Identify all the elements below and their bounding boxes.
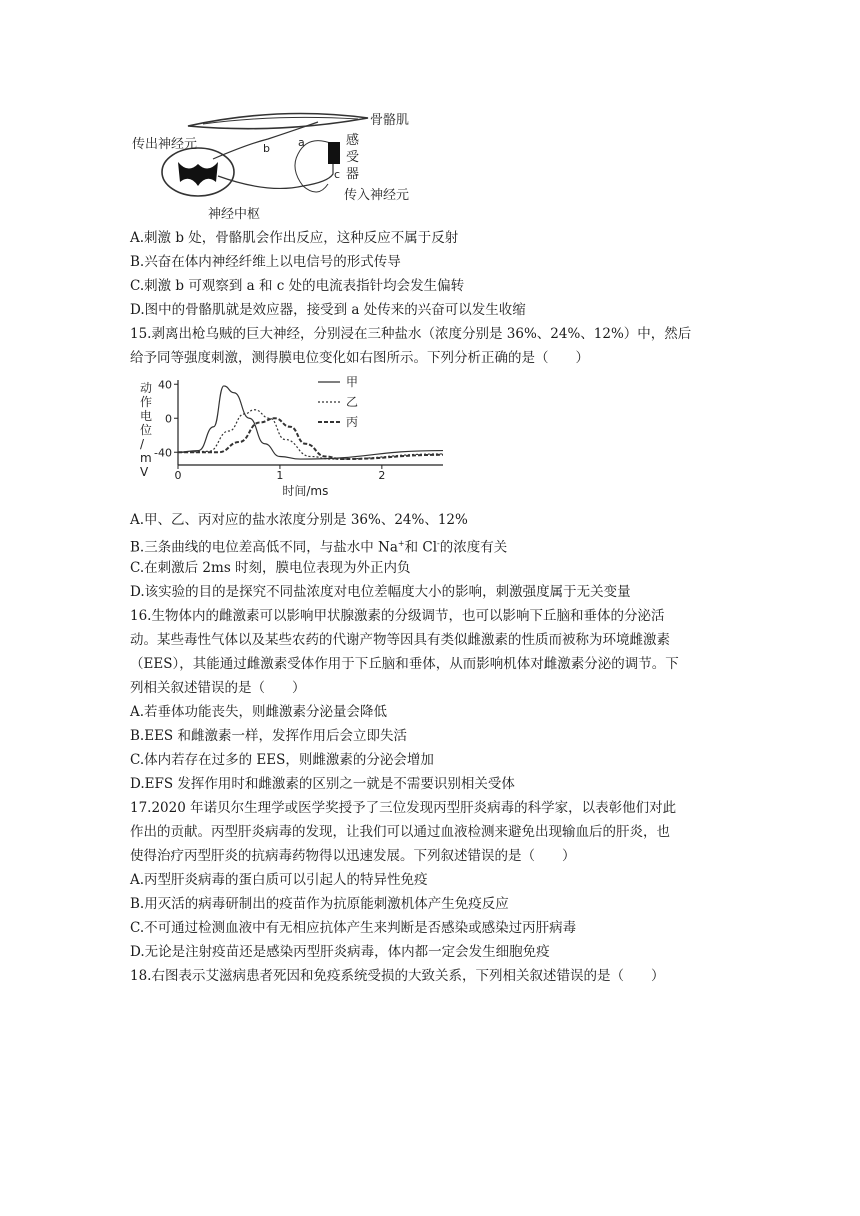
q16-stem-line3: （EES），其能通过雌激素受体作用于下丘脑和垂体，从而影响机体对雌激素分泌的调节。下 xyxy=(130,656,679,672)
legend-label-3: 丙 xyxy=(346,415,359,429)
nerve-center-label: 神经中枢 xyxy=(208,207,261,222)
q17-option-a: A.丙型肝炎病毒的蛋白质可以引起人的特异性免疫 xyxy=(130,872,428,888)
q15-stem-line2: 给予同等强度刺激，测得膜电位变化如右图所示。下列分析正确的是（ ） xyxy=(130,350,589,366)
action-potential-chart xyxy=(128,370,448,500)
y-tick-label: -40 xyxy=(154,446,172,460)
receptor-label-2: 受 xyxy=(346,150,360,165)
y-tick-label: 0 xyxy=(165,412,172,426)
q16-stem-line4: 列相关叙述错误的是（ ） xyxy=(130,680,306,696)
q14-option-b: B.兴奋在体内神经纤维上以电信号的形式传导 xyxy=(130,254,401,270)
legend-label-1: 甲 xyxy=(346,375,359,389)
skeletal-muscle-label: 骨骼肌 xyxy=(370,113,410,128)
q16-option-a: A.若垂体功能丧失，则雌激素分泌量会降低 xyxy=(130,704,388,720)
q16-stem-line2: 动。某些毒性气体以及某些农药的代谢产物等因具有类似雌激素的性质而被称为环境雌激素 xyxy=(130,632,670,648)
legend-label-2: 乙 xyxy=(346,395,359,409)
efferent-neuron-label: 传出神经元 xyxy=(132,137,198,152)
q18-stem-line1: 18.右图表示艾滋病患者死因和免疫系统受损的大致关系，下列相关叙述错误的是（ ） xyxy=(130,968,665,984)
q17-stem-line2: 作出的贡献。丙型肝炎病毒的发现，让我们可以通过血液检测来避免出现输血后的肝炎，也 xyxy=(130,824,670,840)
q15-option-a: A.甲、乙、丙对应的盐水浓度分别是 36%、24%、12% xyxy=(130,512,468,528)
point-c-label: c xyxy=(334,168,341,181)
q17-option-b: B.用灭活的病毒研制出的疫苗作为抗原能刺激机体产生免疫反应 xyxy=(130,896,509,912)
q15-option-b-sup2: - xyxy=(437,539,440,548)
q17-stem-line3: 使得治疗丙型肝炎的抗病毒药物得以迅速发展。下列叙述错误的是（ ） xyxy=(130,848,576,864)
q17-option-d: D.无论是注射疫苗还是感染丙型肝炎病毒，体内都一定会发生细胞免疫 xyxy=(130,944,550,960)
q14-option-d: D.图中的骨骼肌就是效应器，接受到 a 处传来的兴奋可以发生收缩 xyxy=(130,302,526,318)
q14-option-c: C.刺激 b 可观察到 a 和 c 处的电流表指针均会发生偏转 xyxy=(130,278,465,294)
afferent-neuron-label: 传入神经元 xyxy=(344,188,410,203)
q15-option-b-sup1: + xyxy=(397,539,405,548)
y-axis-label: 动作电位/ m V xyxy=(140,381,153,479)
q15-stem-line1: 15.剥离出枪乌贼的巨大神经，分别浸在三种盐水（浓度分别是 36%、24%、12%）中，然后 xyxy=(130,326,692,342)
receptor-label-1: 感 xyxy=(346,133,360,148)
q17-option-c: C.不可通过检测血液中有无相应抗体产生来判断是否感染或感染过丙肝病毒 xyxy=(130,920,577,936)
q15-option-b-text: B.三条曲线的电位差高低不同，与盐水中 Na xyxy=(130,539,398,556)
x-axis-label: 时间/ms xyxy=(282,484,329,498)
q15-option-c: C.在刺激后 2ms 时刻，膜电位表现为外正内负 xyxy=(130,560,411,576)
reflex-arc-diagram xyxy=(128,104,428,222)
q15-option-b xyxy=(130,534,730,558)
q16-stem-line1: 16.生物体内的雌激素可以影响甲状腺激素的分级调节，也可以影响下丘脑和垂体的分泌活 xyxy=(130,608,665,624)
q15-option-b-end: 的浓度有关 xyxy=(439,539,508,556)
q16-option-b: B.EES 和雌激素一样，发挥作用后会立即失活 xyxy=(130,728,407,744)
q16-option-d: D.EFS 发挥作用时和雌激素的区别之一就是不需要识别相关受体 xyxy=(130,776,515,792)
series-line-1 xyxy=(178,386,443,459)
q16-option-c: C.体内若存在过多的 EES，则雌激素的分泌会增加 xyxy=(130,752,434,768)
q15-option-b-mid: 和 Cl xyxy=(404,539,438,556)
point-a-label: a xyxy=(298,136,305,149)
x-tick-label: 1 xyxy=(276,469,284,482)
q14-option-a: A.刺激 b 处，骨骼肌会作出反应，这种反应不属于反射 xyxy=(130,230,459,246)
series-line-3 xyxy=(178,418,443,459)
y-tick-label: 40 xyxy=(158,378,172,392)
receptor-label-3: 器 xyxy=(346,167,360,182)
point-b-label: b xyxy=(263,142,270,155)
q17-stem-line1: 17.2020 年诺贝尔生理学或医学奖授予了三位发现丙型肝炎病毒的科学家，以表彰他们对此 xyxy=(130,800,677,816)
x-tick-label: 2 xyxy=(378,469,386,482)
q15-option-d: D.该实验的目的是探究不同盐浓度对电位差幅度大小的影响，刺激强度属于无关变量 xyxy=(130,584,631,600)
x-tick-label: 0 xyxy=(174,469,182,482)
